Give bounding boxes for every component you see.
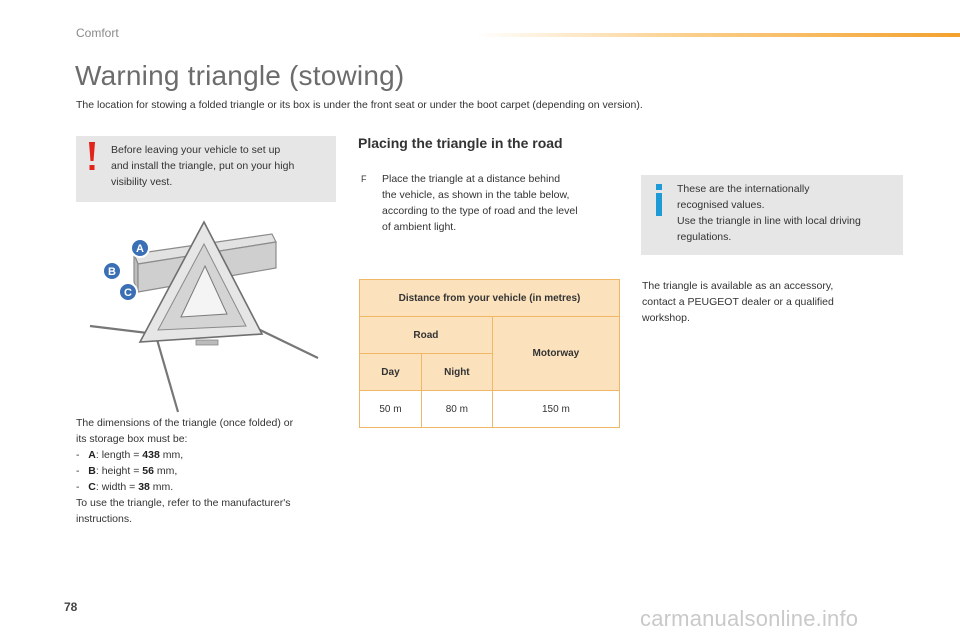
- table-cell-night: 80 m: [421, 391, 492, 428]
- table-night-header: Night: [421, 354, 492, 391]
- header-rule: [476, 33, 960, 37]
- intro-text: The location for stowing a folded triangle or its box is under the front seat or under the boot carpet (depending on version).: [76, 99, 643, 111]
- accessory-text: The triangle is available as an accessory, contact a PEUGEOT dealer or a qualified workshop.: [642, 280, 834, 324]
- warning-box: [76, 136, 336, 202]
- distance-table: [359, 279, 620, 428]
- callout-c: [119, 283, 137, 301]
- page-number: 78: [64, 600, 78, 614]
- dimension-b: - B: height = 56 mm,: [76, 465, 178, 477]
- info-icon: [655, 183, 663, 217]
- table-day-header: Day: [360, 354, 422, 391]
- info-text: These are the internationally recognised values. Use the triangle in line with local driving regulations.: [677, 183, 861, 243]
- exclamation-icon: [84, 140, 100, 174]
- svg-text:A: A: [136, 243, 144, 255]
- dimension-c: - C: width = 38 mm.: [76, 481, 174, 493]
- table-motorway-header: Motorway: [492, 317, 619, 391]
- svg-text:B: B: [108, 266, 116, 278]
- table-cell-day: 50 m: [360, 391, 422, 428]
- page-title: Warning triangle (stowing): [75, 60, 405, 91]
- callout-a: [131, 239, 149, 257]
- placing-heading: Placing the triangle in the road: [358, 135, 563, 151]
- dimensions-text: The dimensions of the triangle (once folded) or its storage box must be: - A: length = 438 mm, - B: height = 56 mm, - C: width = 38 mm. To use the triangle, refer to the manufacturer's instructions.: [76, 415, 341, 527]
- table-header: Distance from your vehicle (in metres): [360, 280, 620, 317]
- info-box: [641, 175, 903, 255]
- svg-text:C: C: [124, 287, 132, 299]
- callout-b: [103, 262, 121, 280]
- warning-text: Before leaving your vehicle to set up and install the triangle, put on your high visibility vest.: [111, 144, 295, 188]
- table-cell-motorway: 150 m: [492, 391, 619, 428]
- triangle-illustration: [86, 216, 326, 416]
- table-road-header: Road: [360, 317, 493, 354]
- bullet-mark: F: [361, 174, 367, 184]
- watermark: carmanualsonline.info: [640, 606, 859, 631]
- section-label: Comfort: [76, 26, 119, 40]
- dimension-a: - A: length = 438 mm,: [76, 449, 184, 461]
